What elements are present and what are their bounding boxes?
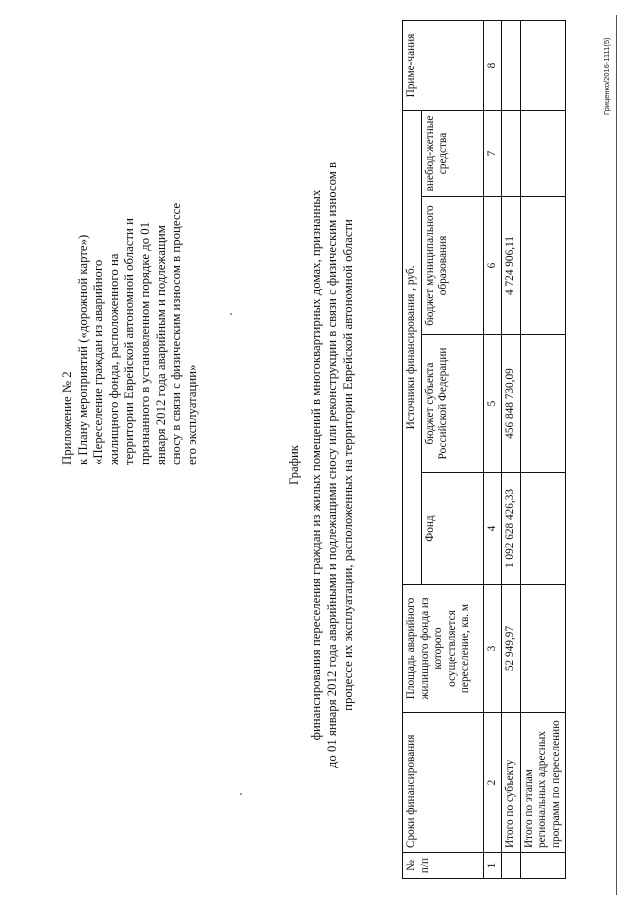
row-extra-budget	[502, 111, 521, 197]
appendix-line: его эксплуатации»	[184, 364, 199, 465]
heading-line: процессе их эксплуатации, расположенных на территории Еврейской автономной области	[341, 219, 355, 711]
row-area: 52 949,97	[502, 585, 521, 713]
row-notes	[520, 21, 566, 111]
column-number: 6	[483, 197, 502, 335]
row-extra-budget	[520, 111, 566, 197]
row-municipal-budget	[520, 197, 566, 335]
header-area: Площадь аварийного жилищного фонда из которого осуществляется переселение, кв. м	[403, 585, 484, 713]
appendix-note	[60, 45, 200, 465]
appendix-line: признанного в установленном порядке до 01	[137, 221, 152, 465]
heading-line: до 01 января 2012 года аварийными и подлежащими сносу или реконструкции в связи с физическим износом в	[325, 161, 339, 769]
scan-speck	[240, 793, 242, 795]
scan-speck	[230, 313, 232, 315]
appendix-line: января 2012 года аварийным и подлежащим	[153, 225, 168, 465]
appendix-line: «Переселение граждан из аварийного	[91, 259, 106, 465]
column-number: 5	[483, 335, 502, 473]
header-sources: Источники финансирования , руб.	[403, 111, 422, 585]
appendix-line: Приложение № 2	[60, 371, 74, 465]
page-title: График	[287, 444, 301, 486]
financing-table	[402, 20, 566, 879]
table-row	[520, 21, 566, 879]
appendix-line: жилищного фонда, расположенного на	[106, 253, 121, 465]
header-subject-budget: бюджет субъекта Российской Федерации	[421, 335, 483, 473]
row-subject-budget	[520, 335, 566, 473]
header-terms: Сроки финансирования	[403, 713, 484, 853]
row-subject-budget: 456 848 730,09	[502, 335, 521, 473]
column-number: 7	[483, 111, 502, 197]
row-notes	[502, 21, 521, 111]
row-fund: 1 092 628 426,33	[502, 473, 521, 585]
column-number: 8	[483, 21, 502, 111]
scan-edge-line	[616, 15, 617, 895]
header-num: № п/п	[403, 853, 484, 879]
table-row	[502, 21, 521, 879]
column-number: 4	[483, 473, 502, 585]
row-num	[502, 853, 521, 879]
row-municipal-budget: 4 724 906,11	[502, 197, 521, 335]
row-fund	[520, 473, 566, 585]
row-num	[520, 853, 566, 879]
row-term: Итого по этапам региональных адресных программ по переселению	[520, 713, 566, 853]
header-municipal-budget: бюджет муниципального образования	[421, 197, 483, 335]
row-term: Итого по субъекту	[502, 713, 521, 853]
appendix-line: к Плану мероприятий («дорожной карте»)	[75, 234, 90, 465]
schedule-heading	[286, 115, 356, 815]
header-fund: Фонд	[421, 473, 483, 585]
column-number: 3	[483, 585, 502, 713]
column-number: 2	[483, 713, 502, 853]
header-extra-budget: внебюд-жетные средства	[421, 111, 483, 197]
column-number: 1	[483, 853, 502, 879]
appendix-line: сносу в связи с физическим износом в процессе	[169, 202, 184, 465]
document-stamp: Гриценко/2016-1111(5)	[602, 37, 611, 115]
header-notes: Приме-чания	[403, 21, 484, 111]
appendix-line: территории Еврейской автономной области и	[122, 218, 137, 465]
heading-line: финансирования переселения граждан из жилых помещений в многоквартирных домах, признанных	[309, 189, 323, 741]
row-area	[520, 585, 566, 713]
